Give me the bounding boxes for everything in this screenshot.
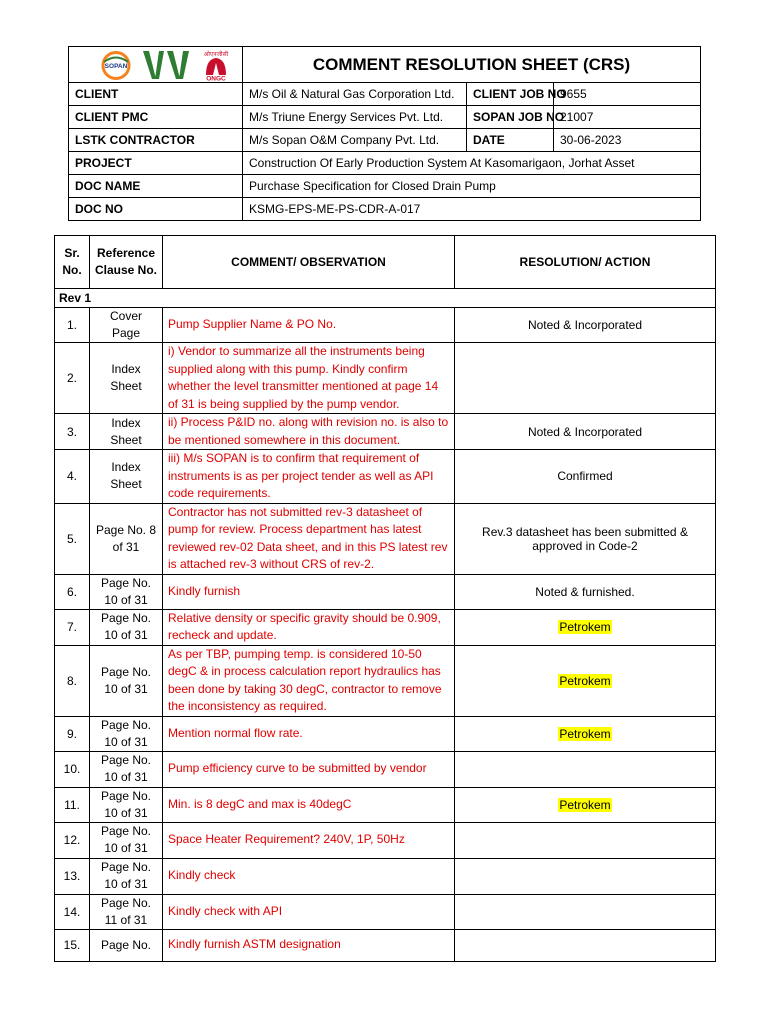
- row-sr-no: 6.: [55, 574, 90, 609]
- project-value: Construction Of Early Production System At Kasomarigaon, Jorhat Asset: [243, 152, 701, 175]
- row-reference: [90, 609, 163, 645]
- row-sr-no: 4.: [55, 450, 90, 504]
- row-sr-no: 10.: [55, 751, 90, 787]
- triune-logo: [139, 49, 195, 81]
- table-row: [55, 609, 716, 645]
- row-reference: [90, 894, 163, 929]
- row-comment: Contractor has not submitted rev-3 datasheet of pump for review. Process department has latest reviewed rev-02 Data sheet, and in this PS latest rev is attached rev-3 without CRS of rev-2.: [163, 503, 455, 574]
- row-sr-no: 12.: [55, 822, 90, 858]
- row-sr-no: 15.: [55, 929, 90, 961]
- revision-row: [55, 289, 716, 308]
- row-reference: [90, 308, 163, 343]
- doc-name-label: DOC NAME: [69, 175, 243, 198]
- row-resolution: [455, 645, 716, 716]
- row-resolution: [455, 822, 716, 858]
- row-sr-no: 3.: [55, 414, 90, 450]
- col-header-resolution: RESOLUTION/ ACTION: [455, 236, 716, 289]
- sopan-logo-text: SOPAN: [104, 62, 128, 70]
- row-resolution: [455, 450, 716, 504]
- row-reference: [90, 343, 163, 414]
- row-reference: [90, 574, 163, 609]
- ongc-logo: [197, 49, 235, 81]
- row-resolution: [455, 343, 716, 414]
- row-comment: Relative density or specific gravity should be 0.909, recheck and update.: [163, 609, 455, 645]
- row-sr-no: 11.: [55, 787, 90, 822]
- row-resolution: [455, 414, 716, 450]
- table-row: [55, 450, 716, 504]
- resolution-highlight: Petrokem: [559, 726, 611, 741]
- row-resolution: [455, 503, 716, 574]
- table-row: [55, 751, 716, 787]
- table-row: [55, 929, 716, 961]
- table-row: [55, 343, 716, 414]
- client-job-value: 9655: [554, 83, 701, 106]
- logo-cell: [69, 47, 243, 83]
- table-row: [55, 308, 716, 343]
- resolution-text: Noted & Incorporated: [527, 424, 643, 439]
- sopan-logo: [97, 51, 135, 80]
- row-reference: [90, 751, 163, 787]
- ongc-logo-text: ONGC: [206, 75, 226, 82]
- date-label: DATE: [467, 129, 554, 152]
- row-reference-text: Page No. 8 of 31: [95, 522, 157, 554]
- sopan-job-value: 21007: [554, 106, 701, 129]
- client-value: M/s Oil & Natural Gas Corporation Ltd.: [243, 83, 467, 106]
- resolution-text: Noted & Incorporated: [527, 318, 643, 332]
- row-sr-no: 7.: [55, 609, 90, 645]
- date-value: 30-06-2023: [554, 129, 701, 152]
- row-resolution: [455, 929, 716, 961]
- comment-resolution-table: [54, 235, 716, 962]
- row-reference: [90, 414, 163, 450]
- row-reference-text: Page No. 11 of 31: [100, 895, 152, 927]
- row-comment: Kindly check with API: [163, 894, 455, 929]
- row-resolution: [455, 787, 716, 822]
- row-sr-no: 1.: [55, 308, 90, 343]
- row-comment: Pump efficiency curve to be submitted by vendor: [163, 751, 455, 787]
- row-reference-text: Page No. 10 of 31: [100, 717, 152, 749]
- resolution-text: Noted & furnished.: [535, 584, 635, 599]
- row-resolution: [455, 308, 716, 343]
- col-header-sr: Sr. No.: [55, 236, 90, 289]
- lstk-label: LSTK CONTRACTOR: [69, 129, 243, 152]
- row-reference-text: Page No. 10 of 31: [100, 664, 152, 696]
- doc-no-value: KSMG-EPS-ME-PS-CDR-A-017: [243, 198, 701, 221]
- row-comment: Kindly furnish: [163, 574, 455, 609]
- row-sr-no: 5.: [55, 503, 90, 574]
- col-header-comment: COMMENT/ OBSERVATION: [163, 236, 455, 289]
- row-reference: [90, 929, 163, 961]
- resolution-highlight: Petrokem: [559, 797, 611, 812]
- row-reference-text: Page No. 10 of 31: [100, 753, 152, 784]
- table-row: [55, 414, 716, 450]
- row-reference-text: Page No. 10 of 31: [100, 824, 152, 855]
- table-row: [55, 787, 716, 822]
- resolution-highlight: Petrokem: [559, 673, 611, 688]
- row-resolution: [455, 858, 716, 894]
- row-reference-text: Page No.: [100, 937, 152, 952]
- table-row: [55, 894, 716, 929]
- pmc-value: M/s Triune Energy Services Pvt. Ltd.: [243, 106, 467, 129]
- client-job-label: CLIENT JOB NO: [467, 83, 554, 106]
- row-comment: Pump Supplier Name & PO No.: [163, 308, 455, 343]
- table-row: [55, 858, 716, 894]
- row-reference: [90, 787, 163, 822]
- row-reference: [90, 503, 163, 574]
- row-reference-text: Index Sheet: [110, 415, 142, 447]
- row-reference: [90, 645, 163, 716]
- row-comment: Mention normal flow rate.: [163, 716, 455, 751]
- col-header-ref: Reference Clause No.: [90, 236, 163, 289]
- row-sr-no: 8.: [55, 645, 90, 716]
- table-row: [55, 503, 716, 574]
- row-sr-no: 13.: [55, 858, 90, 894]
- row-comment: i) Vendor to summarize all the instruments being supplied along with this pump. Kindly confirm whether the level transmitter mentioned at page 14 of 31 is being supplied by the pump vendor.: [163, 343, 455, 414]
- table-row: [55, 574, 716, 609]
- document-header-table: [68, 46, 701, 221]
- row-comment: iii) M/s SOPAN is to confirm that requirement of instruments is as per project tender as well as API code requirements.: [163, 450, 455, 504]
- row-resolution: [455, 609, 716, 645]
- row-reference: [90, 716, 163, 751]
- project-label: PROJECT: [69, 152, 243, 175]
- row-reference-text: Index Sheet: [110, 460, 142, 492]
- revision-label: Rev 1: [55, 289, 716, 308]
- row-resolution: [455, 574, 716, 609]
- pmc-label: CLIENT PMC: [69, 106, 243, 129]
- row-comment: Space Heater Requirement? 240V, 1P, 50Hz: [163, 822, 455, 858]
- row-reference: [90, 450, 163, 504]
- table-row: [55, 645, 716, 716]
- row-sr-no: 9.: [55, 716, 90, 751]
- row-reference: [90, 822, 163, 858]
- row-comment: Min. is 8 degC and max is 40degC: [163, 787, 455, 822]
- row-comment: As per TBP, pumping temp. is considered 10-50 degC & in process calculation report hydraulics has been done by taking 30 degC, contractor to remove the inconsistency as required.: [163, 645, 455, 716]
- row-reference-text: Page No. 10 of 31: [100, 788, 152, 820]
- table-header-row: [55, 236, 716, 289]
- row-reference-text: Cover Page: [109, 309, 142, 340]
- row-comment: Kindly furnish ASTM designation: [163, 929, 455, 961]
- lstk-value: M/s Sopan O&M Company Pvt. Ltd.: [243, 129, 467, 152]
- doc-no-label: DOC NO: [69, 198, 243, 221]
- ongc-hindi-text: ओएनजीसी: [203, 50, 229, 58]
- table-row: [55, 822, 716, 858]
- row-resolution: [455, 751, 716, 787]
- doc-name-value: Purchase Specification for Closed Drain Pump: [243, 175, 701, 198]
- document-title: COMMENT RESOLUTION SHEET (CRS): [243, 47, 701, 83]
- resolution-text: Rev.3 datasheet has been submitted & approved in Code-2: [482, 524, 688, 553]
- row-reference-text: Page No. 10 of 31: [100, 575, 152, 607]
- client-label: CLIENT: [69, 83, 243, 106]
- row-resolution: [455, 894, 716, 929]
- row-sr-no: 2.: [55, 343, 90, 414]
- row-comment: Kindly check: [163, 858, 455, 894]
- resolution-text: Confirmed: [557, 469, 613, 484]
- row-comment: ii) Process P&ID no. along with revision no. is also to be mentioned somewhere in this document.: [163, 414, 455, 450]
- resolution-highlight: Petrokem: [559, 620, 611, 634]
- row-reference: [90, 858, 163, 894]
- row-reference-text: Index Sheet: [110, 362, 142, 393]
- row-reference-text: Page No. 10 of 31: [100, 611, 152, 642]
- table-row: [55, 716, 716, 751]
- row-sr-no: 14.: [55, 894, 90, 929]
- sopan-job-label: SOPAN JOB NO: [467, 106, 554, 129]
- row-resolution: [455, 716, 716, 751]
- row-reference-text: Page No. 10 of 31: [100, 860, 152, 891]
